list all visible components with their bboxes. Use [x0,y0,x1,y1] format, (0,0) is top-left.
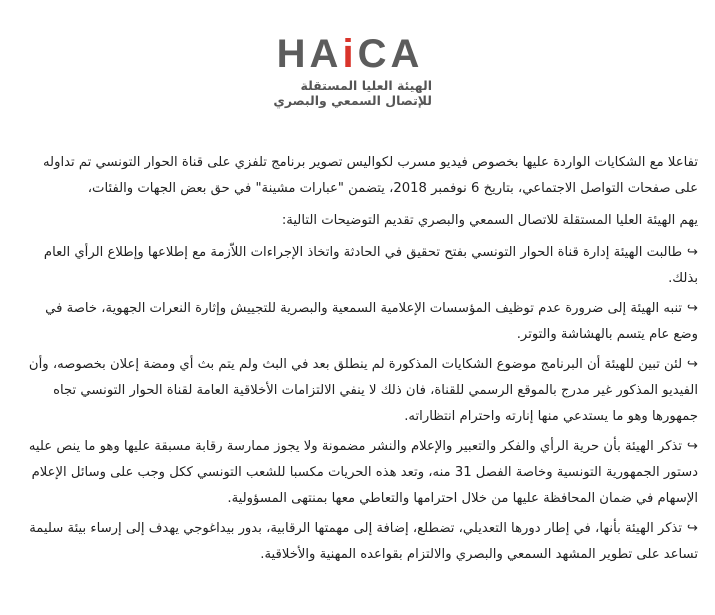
curved-arrow-icon: ↩ [687,439,698,454]
point-text: طالبت الهيئة إدارة قناة الحوار التونسي بفتح تحقيق في الحادثة واتخاذ الإجراءات اللاّزمة مع إطلاعها وإطلاع الرأي العام بذلك. [43,245,698,286]
logo-wordmark-accent: i [342,32,358,76]
list-item [18,516,698,568]
logo-arabic-line2: للإتصال السمعي والبصري [273,93,432,108]
logo-wordmark-prefix: HA [276,32,343,76]
press-release [18,150,698,572]
point-text: تذكر الهيئة بأن حرية الرأي والفكر والتعبير والإعلام والنشر مضمونة ولا يجوز ممارسة رقابة مسبقة عليها وهو ما ينص عليه دستور الجمهورية التونسية وخاصة الفصل 31 منه، وتعد هذه الحريات مكسبا للشعب التونسي ككل وجب على وسائل الإعلام الإسهام في ضمان المحافظة عليها من خلال احترامها والتعاطي معها بمنتهى المسؤولية. [28,439,698,506]
list-item [18,434,698,512]
point-text: تذكر الهيئة بأنها، في إطار دورها التعديلي، تضطلع، إضافة إلى مهمتها الرقابية، بدور بيداغوجي يهدف إلى إرساء بيئة سليمة تساعد على تطوير المشهد السمعي والبصري والالتزام بقواعده المهنية والأخلاقية. [29,521,698,562]
list-item [18,296,698,348]
curved-arrow-icon: ↩ [687,521,698,536]
list-item [18,240,698,292]
logo-wordmark-suffix: CA [357,32,424,76]
curved-arrow-icon: ↩ [687,301,698,316]
list-item [18,352,698,430]
lead-paragraph: يهم الهيئة العليا المستقلة للاتصال السمعي والبصري تقديم التوضيحات التالية: [281,213,698,228]
points-list [18,240,698,568]
logo-arabic-line1: الهيئة العليا المستقلة [300,78,432,93]
curved-arrow-icon: ↩ [687,357,698,372]
point-text: لئن تبين للهيئة أن البرنامج موضوع الشكايات المذكورة لم ينطلق بعد في البث ولم يتم بث أي ومضة إعلان بخصوصه، وأن الفيديو المذكور غير مدرج بالموقع الرسمي للقناة، فان ذلك لا ينفي الالتزامات الأخلاقية العامة لقناة الحوار التونسي تجاه جمهورها وهو ما يستدعي منها إنارته واحترام انتظاراته. [28,357,698,424]
curved-arrow-icon: ↩ [687,245,698,260]
haica-logo [260,30,440,120]
intro-paragraph: تفاعلا مع الشكايات الواردة عليها بخصوص فيديو مسرب لكواليس تصوير برنامج تلفزي على قناة الحوار التونسي تم تداوله على صفحات التواصل الاجتماعي، بتاريخ 6 نوفمبر 2018، يتضمن "عبارات مشينة" في حق بعض الجهات والفئات، [42,155,698,196]
logo-wordmark [260,34,440,74]
point-text: تنبه الهيئة إلى ضرورة عدم توظيف المؤسسات الإعلامية السمعية والبصرية للتجييش وإثارة النعرات الجهوية، خاصة في وضع عام يتسم بالهشاشة والتوتر. [45,301,698,342]
